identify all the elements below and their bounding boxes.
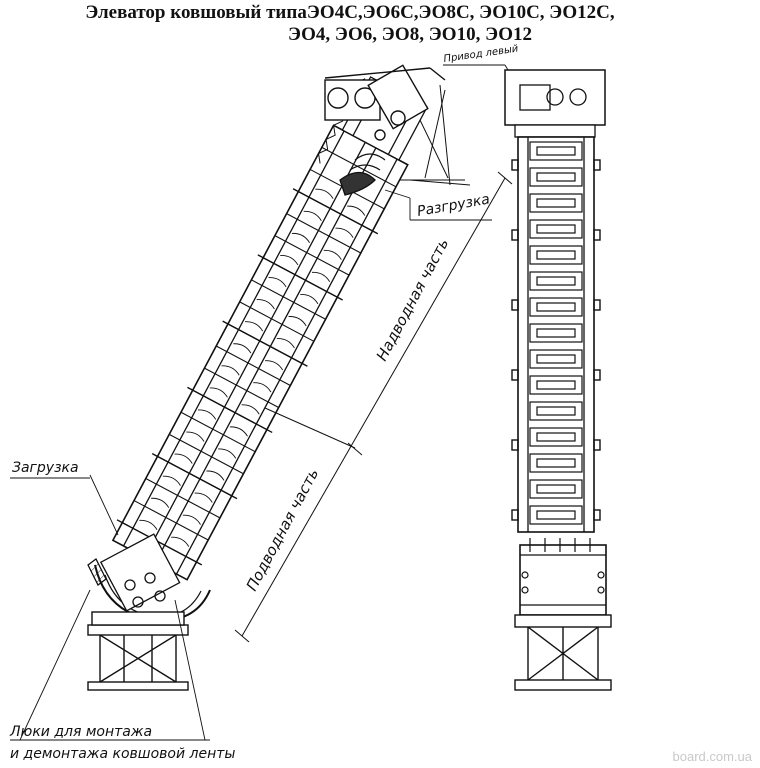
watermark: board.com.ua [672, 749, 752, 764]
label-hatches-line1: Люки для монтажа [10, 724, 153, 740]
inclined-elevator-view [10, 65, 520, 740]
label-unloading: Разгрузка [415, 191, 492, 220]
drawing-title-line1: Элеватор ковшовый типаЭО4С,ЭО6С,ЭО8С, ЭО10С, ЭО12С, [85, 2, 615, 23]
front-elevator-view [505, 70, 611, 690]
drawing-title-line2: ЭО4, ЭО6, ЭО8, ЭО10, ЭО12 [288, 24, 532, 45]
label-drive-left: Привод левый [442, 43, 519, 65]
label-loading: Загрузка [12, 460, 79, 476]
label-lower-part: Подводная часть [242, 465, 323, 594]
label-hatches-line2: и демонтажа ковшовой ленты [10, 746, 236, 762]
label-upper-part: Надводная часть [372, 235, 453, 364]
base-support-right [515, 615, 611, 690]
base-support-left [88, 612, 188, 690]
